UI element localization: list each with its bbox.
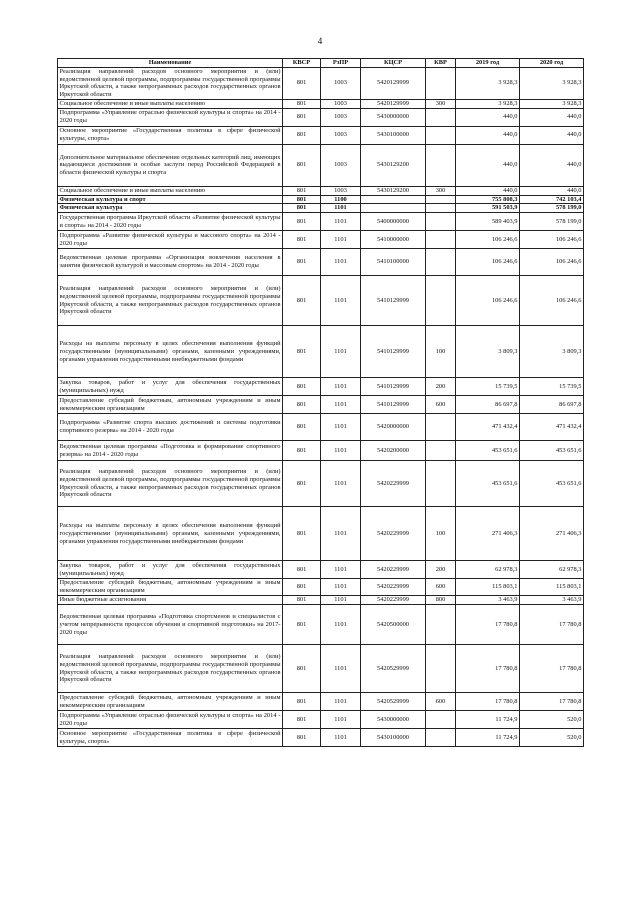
cell-kvsr: 801: [283, 645, 321, 693]
cell-rzpr: 1003: [321, 126, 361, 144]
cell-kvr: [426, 231, 456, 249]
cell-2020: 271 406,3: [520, 507, 584, 561]
cell-name: Социальное обеспечение и иные выплаты населению: [58, 99, 283, 108]
cell-2019: 17 780,8: [456, 605, 520, 645]
cell-rzpr: 1101: [321, 213, 361, 231]
cell-kcsr: 5430100000: [361, 729, 426, 747]
cell-kvr: [426, 195, 456, 204]
cell-rzpr: 1101: [321, 711, 361, 729]
table-row: [58, 326, 584, 378]
cell-kvsr: 801: [283, 276, 321, 326]
cell-kvsr: 801: [283, 693, 321, 711]
cell-name: Ведомственная целевая программа «Подготовка и формирование спортивного резерва» на 2014 - 2020 годы: [58, 441, 283, 461]
page-number: 4: [317, 36, 323, 46]
cell-rzpr: 1101: [321, 204, 361, 213]
cell-kvr: [426, 144, 456, 186]
cell-kvr: [426, 126, 456, 144]
cell-kcsr: 5420229999: [361, 596, 426, 605]
table-row: [58, 249, 584, 276]
table-row: [58, 461, 584, 507]
header-rzpr: РзПР: [321, 59, 361, 68]
cell-rzpr: 1003: [321, 99, 361, 108]
cell-kcsr: 5430129200: [361, 186, 426, 195]
cell-kvr: 800: [426, 596, 456, 605]
table-row: [58, 144, 584, 186]
cell-2020: 453 651,6: [520, 441, 584, 461]
cell-rzpr: 1101: [321, 378, 361, 396]
cell-2019: 440,0: [456, 144, 520, 186]
cell-rzpr: 1101: [321, 249, 361, 276]
cell-2020: 440,0: [520, 126, 584, 144]
cell-kcsr: 5420500000: [361, 605, 426, 645]
cell-rzpr: 1101: [321, 231, 361, 249]
cell-kvsr: 801: [283, 249, 321, 276]
cell-kcsr: 5430129200: [361, 144, 426, 186]
cell-2020: 17 780,8: [520, 693, 584, 711]
cell-kvr: [426, 204, 456, 213]
cell-kvsr: 801: [283, 711, 321, 729]
cell-2020: 3 463,9: [520, 596, 584, 605]
table-row: [58, 213, 584, 231]
header-name: Наименование: [58, 59, 283, 68]
cell-kvsr: 801: [283, 213, 321, 231]
table-body: [58, 67, 584, 746]
cell-name: Социальное обеспечение и иные выплаты населению: [58, 186, 283, 195]
table-row: [58, 276, 584, 326]
cell-2020: 15 739,5: [520, 378, 584, 396]
table-row: [58, 561, 584, 579]
cell-rzpr: 1101: [321, 579, 361, 596]
cell-name: Реализация направлений расходов основного мероприятия и (или) ведомственной целевой программы, подпрограммы государственной программы Иркутской области, а также непрограммных расходов государственных органов Иркутской области: [58, 645, 283, 693]
cell-kvr: 200: [426, 561, 456, 579]
cell-2019: 3 928,3: [456, 67, 520, 99]
cell-kvr: [426, 605, 456, 645]
table-row: [58, 729, 584, 747]
cell-rzpr: 1101: [321, 326, 361, 378]
cell-kcsr: 5420200000: [361, 441, 426, 461]
cell-kcsr: 5410129999: [361, 396, 426, 414]
table-row: [58, 204, 584, 213]
cell-kvsr: 801: [283, 396, 321, 414]
cell-2019: 471 432,4: [456, 414, 520, 441]
cell-kvsr: 801: [283, 596, 321, 605]
cell-2020: 440,0: [520, 108, 584, 126]
cell-kvsr: 801: [283, 144, 321, 186]
cell-kvsr: 801: [283, 186, 321, 195]
cell-name: Реализация направлений расходов основного мероприятия и (или) ведомственной целевой программы, подпрограммы государственной программы Иркутской области, а также непрограммных расходов государственных органов Иркутской области: [59, 67, 281, 99]
cell-kcsr: 5420000000: [361, 414, 426, 441]
cell-kvsr: 801: [283, 414, 321, 441]
cell-2019: 3 928,3: [456, 99, 520, 108]
cell-name: Закупка товаров, работ и услуг для обеспечения государственных (муниципальных) нужд: [59, 561, 281, 577]
cell-2020: 62 978,3: [520, 561, 584, 579]
cell-rzpr: 1101: [321, 276, 361, 326]
cell-kcsr: 5410129999: [361, 276, 426, 326]
cell-2020: 578 199,0: [520, 204, 584, 213]
table-row: [58, 186, 584, 195]
cell-2019: 440,0: [456, 186, 520, 195]
cell-kvr: [426, 108, 456, 126]
cell-2019: 453 651,6: [456, 441, 520, 461]
table-row: [58, 645, 584, 693]
cell-kcsr: 5430100000: [361, 126, 426, 144]
cell-kvr: 600: [426, 579, 456, 596]
table-row: [58, 378, 584, 396]
cell-rzpr: 1101: [321, 729, 361, 747]
cell-kvsr: 801: [283, 579, 321, 596]
cell-kvsr: 801: [283, 378, 321, 396]
cell-2019: 440,0: [456, 126, 520, 144]
cell-rzpr: 1101: [321, 441, 361, 461]
cell-kvsr: 801: [283, 126, 321, 144]
cell-2019: 440,0: [456, 108, 520, 126]
table-row: [58, 579, 584, 596]
cell-2020: 17 780,8: [520, 605, 584, 645]
cell-kcsr: 5420129999: [361, 99, 426, 108]
cell-2020: 86 697,8: [520, 396, 584, 414]
cell-rzpr: 1101: [321, 507, 361, 561]
cell-2019: 115 803,1: [456, 579, 520, 596]
cell-2020: 453 651,6: [520, 461, 584, 507]
table-row: [58, 711, 584, 729]
cell-rzpr: 1101: [321, 645, 361, 693]
cell-kvr: [426, 249, 456, 276]
cell-2020: 520,0: [520, 729, 584, 747]
table-row: [58, 126, 584, 144]
cell-kvr: 600: [426, 396, 456, 414]
cell-kcsr: 5420129999: [361, 67, 426, 99]
cell-2020: 106 246,6: [520, 249, 584, 276]
cell-2020: 742 103,4: [520, 195, 584, 204]
cell-kvr: [426, 213, 456, 231]
cell-kvr: 100: [426, 326, 456, 378]
cell-name: Подпрограмма «Развитие физической культуры и массового спорта» на 2014 - 2020 годы: [59, 231, 281, 247]
cell-2019: 86 697,8: [456, 396, 520, 414]
cell-2019: 17 780,8: [456, 693, 520, 711]
cell-rzpr: 1003: [321, 186, 361, 195]
cell-name: Дополнительное материальное обеспечение отдельных категорий лиц, имеющих выдающиеся достижения и особые заслуги перед Российской Федерацией в области физической культуры и спорта: [58, 144, 283, 186]
cell-2019: 755 808,3: [456, 195, 520, 204]
cell-2020: 115 803,1: [520, 579, 584, 596]
cell-kcsr: 5410000000: [361, 231, 426, 249]
cell-2019: 589 403,9: [456, 213, 520, 231]
cell-kcsr: 5420229999: [361, 561, 426, 579]
cell-kcsr: [361, 195, 426, 204]
cell-name: Основное мероприятие «Государственная политика в сфере физической культуры, спорта»: [59, 729, 281, 745]
cell-name: Ведомственная целевая программа «Организация вовлечения населения в занятия физической культурой и массовым спортом» на 2014 - 2020 годы: [58, 249, 283, 276]
cell-name: Иные бюджетные ассигнования: [58, 596, 283, 605]
cell-kvr: [426, 67, 456, 99]
cell-2019: 271 406,3: [456, 507, 520, 561]
cell-rzpr: 1101: [321, 414, 361, 441]
cell-2019: 106 246,6: [456, 276, 520, 326]
cell-kvsr: 801: [283, 605, 321, 645]
cell-name: Ведомственная целевая программа «Подготовка спортсменов и специалистов с учетом непрерывности процессов обучения и спортивной подготовки» на 2017-2020 годы: [58, 605, 283, 645]
cell-kcsr: 5420229999: [361, 461, 426, 507]
cell-kvr: [426, 729, 456, 747]
cell-kvsr: 801: [283, 108, 321, 126]
table-row: [58, 108, 584, 126]
cell-kcsr: 5430000000: [361, 711, 426, 729]
budget-table: [57, 58, 584, 747]
cell-rzpr: 1101: [321, 693, 361, 711]
cell-name: Расходы на выплаты персоналу в целях обеспечения выполнения функций государственными (муниципальными) органами, казенными учреждениями, органами управления государственными внебюджетными фондами: [58, 326, 283, 378]
cell-rzpr: 1100: [321, 195, 361, 204]
cell-2020: 440,0: [520, 186, 584, 195]
cell-kvsr: 801: [283, 195, 321, 204]
cell-2019: 11 724,9: [456, 729, 520, 747]
cell-name: Предоставление субсидий бюджетным, автономным учреждениям и иным некоммерческим организациям: [59, 579, 281, 595]
cell-rzpr: 1101: [321, 561, 361, 579]
cell-kvr: [426, 645, 456, 693]
cell-kvsr: 801: [283, 204, 321, 213]
cell-2020: 578 199,0: [520, 213, 584, 231]
table-row: [58, 195, 584, 204]
cell-name: Предоставление субсидий бюджетным, автономным учреждениям и иным некоммерческим организациям: [59, 693, 281, 709]
cell-kvsr: 801: [283, 561, 321, 579]
cell-rzpr: 1003: [321, 108, 361, 126]
cell-name: Предоставление субсидий бюджетным, автономным учреждениям и иным некоммерческим организациям: [59, 396, 281, 412]
table-row: [58, 99, 584, 108]
cell-kvr: [426, 441, 456, 461]
cell-2019: 3 809,3: [456, 326, 520, 378]
table-row: [58, 414, 584, 441]
header-2020: 2020 год: [520, 59, 584, 68]
cell-kvsr: 801: [283, 326, 321, 378]
cell-kcsr: 5420229999: [361, 579, 426, 596]
table-row: [58, 596, 584, 605]
cell-rzpr: 1003: [321, 144, 361, 186]
cell-name: Подпрограмма «Управление отраслью физической культуры и спорта» на 2014 - 2020 годы: [59, 711, 281, 727]
cell-kvr: 200: [426, 378, 456, 396]
cell-2020: 471 432,4: [520, 414, 584, 441]
table-row: [58, 507, 584, 561]
table-row: [58, 67, 584, 99]
cell-name: Основное мероприятие «Государственная политика в сфере физической культуры, спорта»: [59, 127, 281, 143]
header-kvr: КВР: [426, 59, 456, 68]
cell-kcsr: 5420529999: [361, 645, 426, 693]
cell-kcsr: 5420229999: [361, 507, 426, 561]
header-2019: 2019 год: [456, 59, 520, 68]
table-row: [58, 605, 584, 645]
cell-rzpr: 1003: [321, 67, 361, 99]
cell-name: Подпрограмма «Управление отраслью физической культуры и спорта» на 2014 - 2020 годы: [59, 109, 281, 125]
cell-2020: 440,0: [520, 144, 584, 186]
cell-kvsr: 801: [283, 441, 321, 461]
cell-rzpr: 1101: [321, 461, 361, 507]
cell-rzpr: 1101: [321, 396, 361, 414]
table-header-row: [58, 59, 584, 68]
cell-rzpr: 1101: [321, 605, 361, 645]
cell-rzpr: 1101: [321, 596, 361, 605]
header-kvsr: КВСР: [283, 59, 321, 68]
table-row: [58, 231, 584, 249]
cell-name: Государственная программа Иркутской области «Развитие физической культуры и спорта» на 2014 - 2020 годы: [59, 213, 281, 229]
cell-kvr: [426, 711, 456, 729]
cell-kcsr: 5430000000: [361, 108, 426, 126]
cell-2019: 15 739,5: [456, 378, 520, 396]
cell-2020: 17 780,8: [520, 645, 584, 693]
cell-kcsr: 5410129999: [361, 326, 426, 378]
cell-kvsr: 801: [283, 231, 321, 249]
cell-kvr: [426, 461, 456, 507]
cell-name: Реализация направлений расходов основного мероприятия и (или) ведомственной целевой программы, подпрограммы государственной программы Иркутской области, а также непрограммных расходов государственных органов Иркутской области: [58, 461, 283, 507]
cell-name: Реализация направлений расходов основного мероприятия и (или) ведомственной целевой программы, подпрограммы государственной программы Иркутской области, а также непрограммных расходов государственных органов Иркутской области: [58, 276, 283, 326]
cell-name: Расходы на выплаты персоналу в целях обеспечения выполнения функций государственными (муниципальными) органами, казенными учреждениями, органами управления государственными внебюджетными фондами: [58, 507, 283, 561]
cell-kvsr: 801: [283, 67, 321, 99]
cell-kvr: [426, 414, 456, 441]
cell-2019: 3 463,9: [456, 596, 520, 605]
cell-kcsr: 5420529999: [361, 693, 426, 711]
cell-name: Физическая культура и спорт: [58, 195, 283, 204]
cell-kvr: [426, 276, 456, 326]
table-row: [58, 441, 584, 461]
cell-name: Физическая культура: [58, 204, 283, 213]
cell-kvsr: 801: [283, 729, 321, 747]
cell-2020: 3 928,3: [520, 67, 584, 99]
cell-2020: 106 246,6: [520, 231, 584, 249]
table-row: [58, 396, 584, 414]
cell-name: Закупка товаров, работ и услуг для обеспечения государственных (муниципальных) нужд: [59, 378, 281, 394]
cell-2019: 17 780,8: [456, 645, 520, 693]
cell-2019: 62 978,3: [456, 561, 520, 579]
cell-2020: 520,0: [520, 711, 584, 729]
cell-2020: 3 809,3: [520, 326, 584, 378]
cell-kcsr: 5400000000: [361, 213, 426, 231]
cell-kvsr: 801: [283, 99, 321, 108]
cell-kcsr: [361, 204, 426, 213]
table-row: [58, 693, 584, 711]
cell-kvr: 100: [426, 507, 456, 561]
cell-2019: 106 246,6: [456, 249, 520, 276]
cell-kvr: 300: [426, 99, 456, 108]
cell-2020: 3 928,3: [520, 99, 584, 108]
cell-kvsr: 801: [283, 461, 321, 507]
cell-kcsr: 5410100000: [361, 249, 426, 276]
cell-name: Подпрограмма «Развитие спорта высших достижений и системы подготовки спортивного резерва» на 2014 - 2020 годы: [58, 414, 283, 441]
cell-2019: 106 246,6: [456, 231, 520, 249]
cell-kvr: 300: [426, 186, 456, 195]
header-kcsr: КЦСР: [361, 59, 426, 68]
cell-kvr: 600: [426, 693, 456, 711]
cell-2019: 11 724,9: [456, 711, 520, 729]
cell-kcsr: 5410129999: [361, 378, 426, 396]
cell-2019: 591 503,9: [456, 204, 520, 213]
cell-2019: 453 651,6: [456, 461, 520, 507]
cell-2020: 106 246,6: [520, 276, 584, 326]
cell-kvsr: 801: [283, 507, 321, 561]
